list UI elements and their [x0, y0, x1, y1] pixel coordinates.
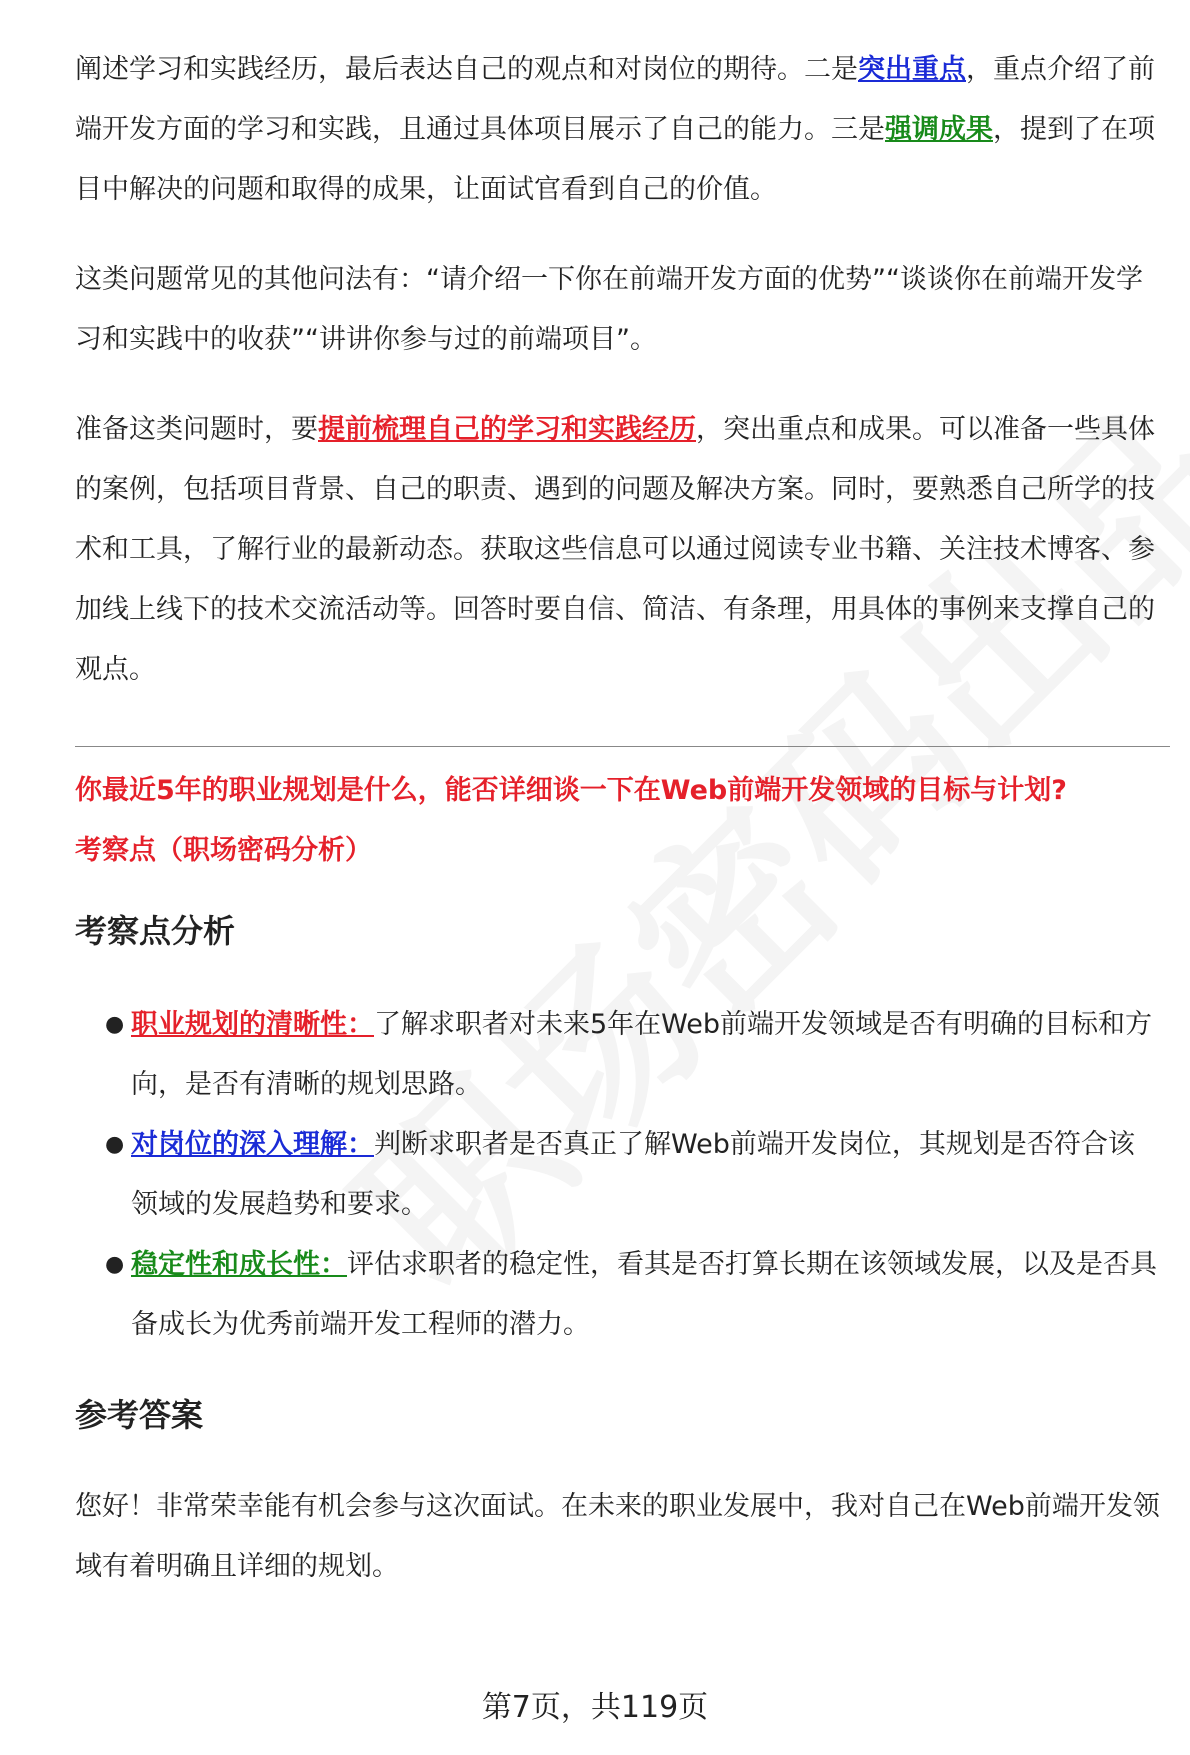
analysis-item-text: 了解求职者对未来5年在Web前端开发领域是否有明确的目标和方向，是否有清晰的规划思路。: [131, 1009, 1153, 1100]
page-number: 第7页，共119页: [481, 1690, 709, 1725]
bullet-icon: ●: [105, 1132, 125, 1157]
paragraph-text: 阐述学习和实践经历，最后表达自己的观点和对岗位的期待。二是: [75, 54, 858, 85]
paragraph-text: 准备这类问题时，要: [75, 414, 318, 445]
page-content: [75, 40, 1160, 1597]
question-title: 你最近5年的职业规划是什么，能否详细谈一下在Web前端开发领域的目标与计划?: [75, 775, 1067, 806]
paragraph-text: ，突出重点和成果。可以准备一些具体的案例，包括项目背景、自己的职责、遇到的问题及解决方案。同时，要熟悉自己所学的技术和工具，了解行业的最新动态。获取这些信息可以通过阅读专业书籍、关注技术博客、参加线上线下的技术交流活动等。回答时要自信、简洁、有条理，用具体的事例来支撑自己的观点。: [75, 414, 1155, 685]
analysis-item: [105, 995, 1160, 1115]
link-stability-growth[interactable]: 稳定性和成长性：: [131, 1249, 347, 1280]
analysis-item-text: 评估求职者的稳定性，看其是否打算长期在该领域发展，以及是否具备成长为优秀前端开发工程师的潜力。: [131, 1249, 1157, 1340]
link-emphasize-results[interactable]: 强调成果: [885, 114, 993, 145]
paragraph-text: ，重点介绍了前端开发方面的学习和实践，且通过具体项目展示了自己的能力。三是: [75, 54, 1155, 145]
analysis-item-text: 判断求职者是否真正了解Web前端开发岗位，其规划是否符合该领域的发展趋势和要求。: [131, 1129, 1135, 1220]
bullet-icon: ●: [105, 1252, 125, 1277]
analysis-item: [105, 1235, 1160, 1355]
bullet-icon: ●: [105, 1012, 125, 1037]
paragraph-alternative-questions: 这类问题常见的其他问法有：“请介绍一下你在前端开发方面的优势”“谈谈你在前端开发学习和实践中的收获”“讲讲你参与过的前端项目”。: [75, 264, 1143, 355]
link-highlight-key-points[interactable]: 突出重点: [858, 54, 966, 85]
link-sort-experience[interactable]: 提前梳理自己的学习和实践经历: [318, 414, 696, 445]
analysis-item: [105, 1115, 1160, 1235]
answer-heading: 参考答案: [75, 1396, 204, 1434]
paragraph-preparation: [75, 400, 1160, 700]
answer-text: 您好！非常荣幸能有机会参与这次面试。在未来的职业发展中，我对自己在Web前端开发领域有着明确且详细的规划。: [75, 1491, 1160, 1582]
paragraph-text: ，提到了在项目中解决的问题和取得的成果，让面试官看到自己的价值。: [75, 114, 1155, 205]
link-career-clarity[interactable]: 职业规划的清晰性：: [131, 1009, 374, 1040]
paragraph-summary: [75, 40, 1160, 220]
kaochadian-label: 考察点（职场密码分析）: [75, 835, 372, 866]
analysis-list: [75, 995, 1160, 1355]
analysis-heading: 考察点分析: [75, 912, 236, 950]
section-divider: [75, 746, 1170, 747]
link-position-understanding[interactable]: 对岗位的深入理解：: [131, 1129, 374, 1160]
